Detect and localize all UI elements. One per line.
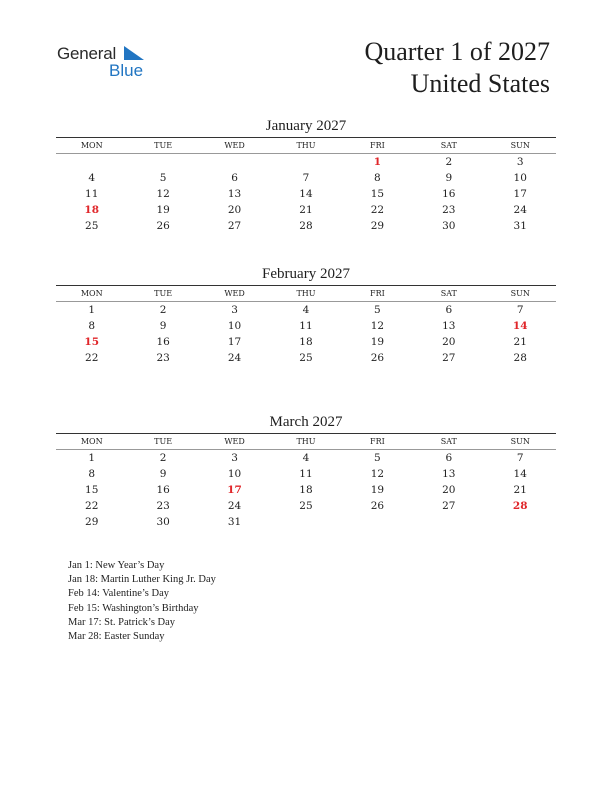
day-cell: 16 bbox=[156, 484, 170, 496]
holiday-day-cell: 14 bbox=[512, 320, 528, 332]
day-cell: 26 bbox=[156, 220, 170, 232]
title-quarter: Quarter 1 of 2027 bbox=[364, 37, 550, 66]
day-cell: 5 bbox=[374, 304, 381, 316]
day-cell: 10 bbox=[227, 320, 242, 332]
day-cell bbox=[342, 514, 413, 530]
holiday-list-item: Feb 14: Valentine’s Day bbox=[68, 588, 170, 600]
day-cell: 7 bbox=[302, 172, 310, 184]
weekday-label: SAT bbox=[440, 141, 457, 150]
week-row bbox=[56, 334, 556, 350]
day-cell: 12 bbox=[370, 468, 385, 480]
holiday-day-cell: 1 bbox=[373, 156, 382, 168]
weekday-label: SUN bbox=[510, 289, 530, 298]
weekday-label: THU bbox=[296, 437, 316, 446]
day-cell: 13 bbox=[442, 320, 456, 332]
weekday-label: SAT bbox=[440, 437, 457, 446]
day-cell bbox=[56, 154, 127, 170]
week-row bbox=[56, 302, 556, 318]
weekday-header-row bbox=[56, 433, 556, 450]
weekday-header-row bbox=[56, 285, 556, 302]
day-cell bbox=[413, 514, 484, 530]
day-cell: 10 bbox=[227, 468, 242, 480]
day-cell: 24 bbox=[513, 204, 527, 216]
day-cell: 8 bbox=[88, 468, 96, 480]
day-cell: 16 bbox=[442, 188, 456, 200]
day-cell: 4 bbox=[302, 452, 310, 464]
day-cell: 9 bbox=[445, 172, 453, 184]
day-cell: 2 bbox=[445, 156, 453, 168]
weekday-label: FRI bbox=[370, 437, 385, 446]
day-cell: 21 bbox=[513, 484, 527, 496]
day-cell: 16 bbox=[156, 336, 170, 348]
day-cell: 29 bbox=[85, 516, 99, 528]
day-cell: 25 bbox=[85, 220, 99, 232]
weekday-label: FRI bbox=[370, 141, 385, 150]
day-cell: 18 bbox=[299, 336, 313, 348]
weekday-label: SUN bbox=[510, 141, 530, 150]
day-cell: 24 bbox=[227, 352, 242, 364]
day-cell bbox=[270, 154, 341, 170]
week-row bbox=[56, 498, 556, 514]
weekday-label: MON bbox=[80, 289, 103, 298]
holiday-day-cell: 15 bbox=[84, 336, 100, 348]
day-cell: 22 bbox=[85, 352, 99, 364]
day-cell: 23 bbox=[156, 352, 170, 364]
day-cell: 28 bbox=[513, 352, 527, 364]
day-cell: 30 bbox=[442, 220, 456, 232]
day-cell: 20 bbox=[227, 204, 242, 216]
day-cell bbox=[127, 154, 198, 170]
weekday-label: FRI bbox=[370, 289, 385, 298]
day-cell: 18 bbox=[299, 484, 313, 496]
day-cell: 17 bbox=[227, 336, 242, 348]
day-cell: 11 bbox=[299, 320, 313, 332]
day-cell: 9 bbox=[159, 320, 167, 332]
day-cell: 23 bbox=[442, 204, 456, 216]
day-cell: 8 bbox=[374, 172, 381, 184]
day-cell: 19 bbox=[370, 336, 385, 348]
day-cell: 22 bbox=[370, 204, 385, 216]
weekday-label: TUE bbox=[154, 437, 173, 446]
day-cell: 21 bbox=[299, 204, 313, 216]
day-cell: 23 bbox=[156, 500, 170, 512]
day-cell: 3 bbox=[231, 304, 238, 316]
day-cell: 27 bbox=[227, 220, 242, 232]
weekday-label: MON bbox=[80, 141, 103, 150]
day-cell: 6 bbox=[445, 452, 453, 464]
holiday-list-item: Jan 18: Martin Luther King Jr. Day bbox=[68, 574, 216, 586]
day-cell: 21 bbox=[513, 336, 527, 348]
day-cell: 13 bbox=[442, 468, 456, 480]
day-cell: 14 bbox=[299, 188, 313, 200]
day-cell: 4 bbox=[302, 304, 310, 316]
holiday-day-cell: 18 bbox=[84, 204, 100, 216]
holiday-day-cell: 17 bbox=[227, 484, 242, 496]
holiday-list-item: Mar 17: St. Patrick’s Day bbox=[68, 616, 176, 628]
day-cell: 2 bbox=[159, 304, 167, 316]
day-cell: 27 bbox=[442, 500, 456, 512]
week-row bbox=[56, 218, 556, 234]
week-row bbox=[56, 482, 556, 498]
day-cell: 20 bbox=[442, 336, 456, 348]
holiday-list-item: Jan 1: New Year’s Day bbox=[68, 560, 165, 571]
day-cell: 5 bbox=[159, 172, 167, 184]
weekday-label: WED bbox=[224, 141, 245, 150]
holiday-list-item: Mar 28: Easter Sunday bbox=[68, 631, 165, 643]
weekday-label: THU bbox=[296, 289, 316, 298]
weekday-label: TUE bbox=[154, 141, 173, 150]
day-cell: 10 bbox=[513, 172, 527, 184]
week-row bbox=[56, 514, 556, 530]
day-cell: 28 bbox=[299, 220, 313, 232]
day-cell: 25 bbox=[299, 500, 313, 512]
day-cell: 25 bbox=[299, 352, 313, 364]
day-cell: 31 bbox=[227, 516, 242, 528]
day-cell: 31 bbox=[513, 220, 527, 232]
week-row bbox=[56, 170, 556, 186]
day-cell: 12 bbox=[370, 320, 385, 332]
week-row bbox=[56, 154, 556, 170]
month-title: March 2027 bbox=[269, 414, 343, 430]
day-cell: 11 bbox=[85, 188, 99, 200]
holiday-list-item: Feb 15: Washington’s Birthday bbox=[68, 602, 199, 614]
day-cell: 19 bbox=[156, 204, 170, 216]
day-cell: 14 bbox=[513, 468, 527, 480]
day-cell: 9 bbox=[159, 468, 167, 480]
weekday-label: THU bbox=[296, 141, 316, 150]
weekday-label: SAT bbox=[440, 289, 457, 298]
holiday-list bbox=[68, 559, 216, 644]
day-cell: 4 bbox=[88, 172, 96, 184]
logo-blue-text: Blue bbox=[109, 61, 144, 80]
day-cell: 3 bbox=[231, 452, 238, 464]
week-row bbox=[56, 202, 556, 218]
week-row bbox=[56, 186, 556, 202]
day-cell bbox=[199, 154, 270, 170]
weekday-label: MON bbox=[80, 437, 103, 446]
day-cell: 29 bbox=[370, 220, 385, 232]
day-cell: 7 bbox=[516, 304, 524, 316]
day-cell: 15 bbox=[370, 188, 385, 200]
day-cell: 20 bbox=[442, 484, 456, 496]
day-cell: 19 bbox=[370, 484, 385, 496]
day-cell: 8 bbox=[88, 320, 96, 332]
holiday-day-cell: 28 bbox=[512, 500, 528, 512]
week-row bbox=[56, 466, 556, 482]
weekday-label: WED bbox=[224, 289, 245, 298]
day-cell: 1 bbox=[88, 452, 96, 464]
month-title: February 2027 bbox=[262, 266, 350, 282]
day-cell: 6 bbox=[231, 172, 238, 184]
day-cell: 3 bbox=[516, 156, 524, 168]
weekday-header-row bbox=[56, 137, 556, 154]
logo-triangle-icon bbox=[124, 46, 144, 60]
day-cell: 12 bbox=[156, 188, 170, 200]
weekday-label: TUE bbox=[154, 289, 173, 298]
logo-general-text: General bbox=[57, 44, 117, 63]
day-cell: 17 bbox=[513, 188, 527, 200]
page-title bbox=[364, 36, 550, 100]
day-cell bbox=[485, 514, 556, 530]
week-row bbox=[56, 450, 556, 466]
day-cell: 24 bbox=[227, 500, 242, 512]
day-cell: 5 bbox=[374, 452, 381, 464]
day-cell: 11 bbox=[299, 468, 313, 480]
day-cell: 1 bbox=[88, 304, 96, 316]
day-cell: 26 bbox=[370, 500, 385, 512]
day-cell bbox=[270, 514, 341, 530]
day-cell: 27 bbox=[442, 352, 456, 364]
month-calendar bbox=[56, 265, 556, 366]
day-cell: 30 bbox=[156, 516, 170, 528]
week-row bbox=[56, 318, 556, 334]
day-cell: 13 bbox=[227, 188, 242, 200]
month-calendar bbox=[56, 413, 556, 530]
weekday-label: SUN bbox=[510, 437, 530, 446]
day-cell: 22 bbox=[85, 500, 99, 512]
day-cell: 6 bbox=[445, 304, 453, 316]
day-cell: 2 bbox=[159, 452, 167, 464]
day-cell: 15 bbox=[85, 484, 99, 496]
title-country: United States bbox=[410, 69, 550, 98]
month-title: January 2027 bbox=[265, 118, 347, 134]
month-calendar bbox=[56, 117, 556, 234]
generalblue-logo bbox=[57, 44, 157, 84]
week-row bbox=[56, 350, 556, 366]
day-cell: 7 bbox=[516, 452, 524, 464]
weekday-label: WED bbox=[224, 437, 245, 446]
day-cell: 26 bbox=[370, 352, 385, 364]
